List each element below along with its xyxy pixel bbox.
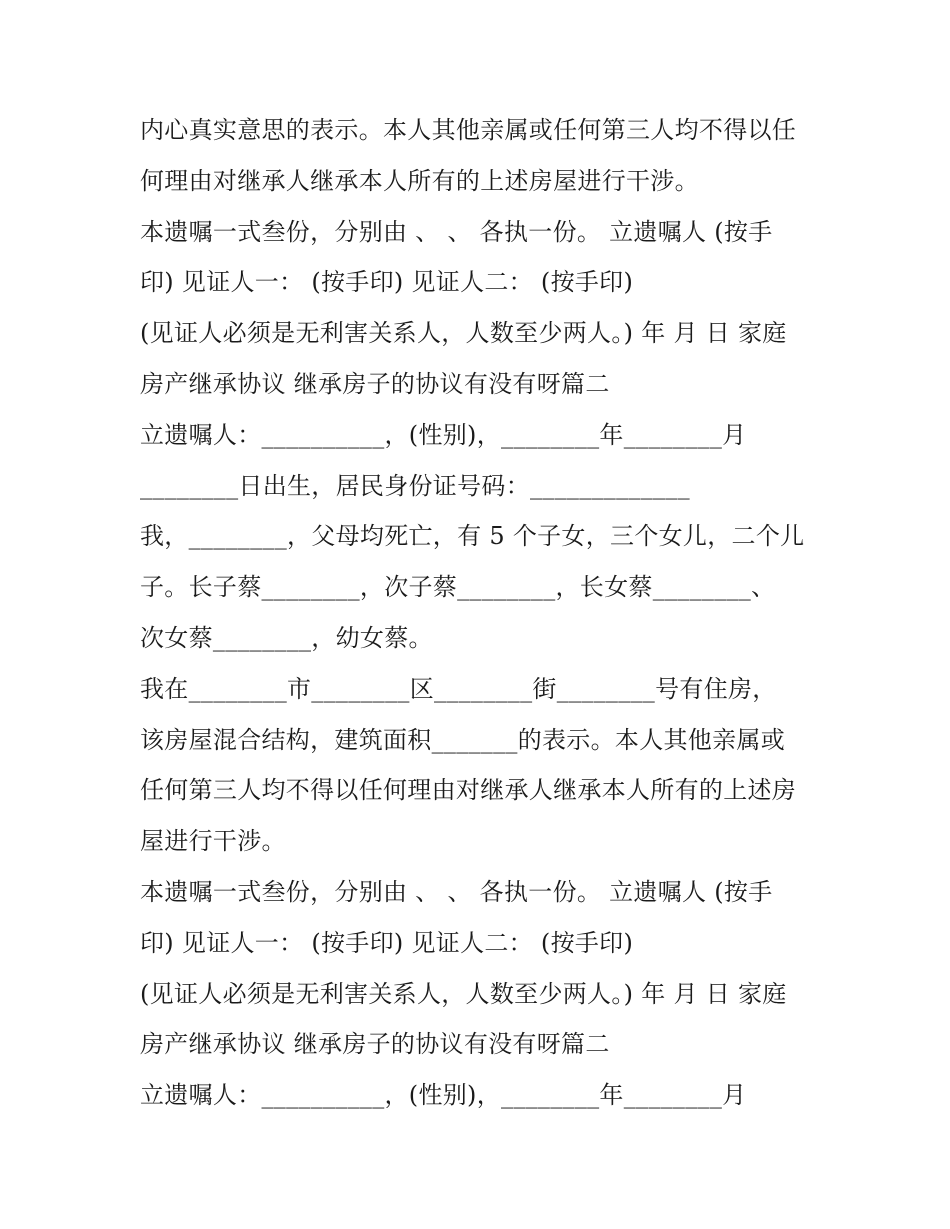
text-line: ________日出生，居民身份证号码：_____________ [140, 471, 690, 500]
text-line: 本遗嘱一式叁份，分别由 、 、 各执一份。 立遗嘱人 (按手 [140, 217, 773, 246]
text-line: 任何第三人均不得以任何理由对继承人继承本人所有的上述房 [140, 776, 797, 805]
text-line: 屋进行干涉。 [140, 827, 286, 856]
text-line: (见证人必须是无利害关系人，人数至少两人。) 年 月 日 家庭 [140, 319, 787, 348]
text-line: 印) 见证人一： (按手印) 见证人二： (按手印) [140, 928, 634, 957]
text-line: 我，________，父母均死亡，有 5 个子女，三个女儿，二个儿 [140, 522, 805, 551]
text-line: 子。长子蔡________，次子蔡________，长女蔡________、 [140, 573, 776, 602]
text-line: 立遗嘱人：__________，(性别)，________年________月 [140, 1081, 747, 1110]
text-line: 何理由对继承人继承本人所有的上述房屋进行干涉。 [140, 166, 699, 195]
text-line: 内心真实意思的表示。本人其他亲属或任何第三人均不得以任 [140, 116, 797, 144]
text-line: 印) 见证人一： (按手印) 见证人二： (按手印) [140, 268, 634, 297]
text-line: 房产继承协议 继承房子的协议有没有呀篇二 [140, 369, 610, 398]
document-body [140, 105, 830, 1121]
text-line: 该房屋混合结构，建筑面积_______的表示。本人其他亲属或 [140, 725, 785, 754]
text-line: (见证人必须是无利害关系人，人数至少两人。) 年 月 日 家庭 [140, 979, 787, 1008]
text-line: 本遗嘱一式叁份，分别由 、 、 各执一份。 立遗嘱人 (按手 [140, 877, 773, 906]
text-line: 立遗嘱人：__________，(性别)，________年________月 [140, 420, 747, 449]
text-line: 次女蔡________，幼女蔡。 [140, 623, 433, 652]
text-line: 房产继承协议 继承房子的协议有没有呀篇二 [140, 1030, 610, 1059]
text-line: 我在________市________区________街________号有住房， [140, 674, 777, 703]
